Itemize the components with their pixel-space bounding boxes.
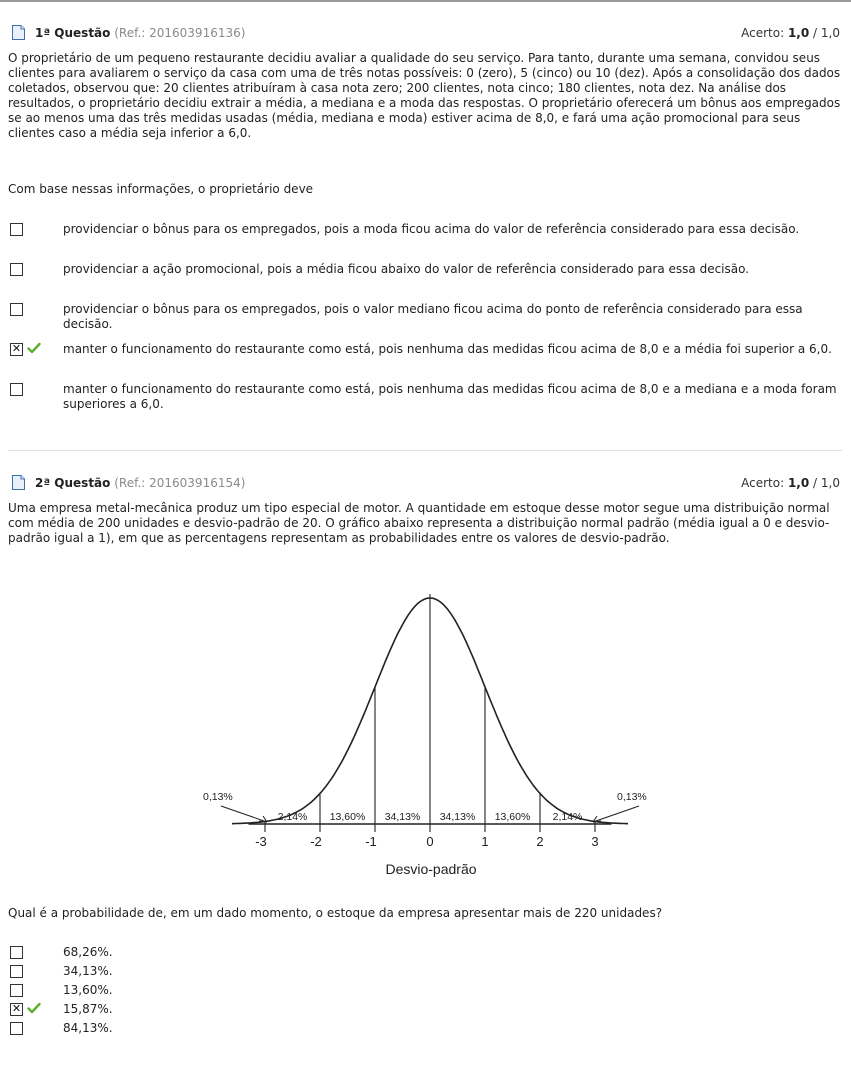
question-1-option-d[interactable] <box>8 342 842 374</box>
document-icon <box>12 475 25 490</box>
right-tail-arrowhead <box>593 816 601 822</box>
green-check-icon <box>27 342 41 354</box>
option-text: providenciar a ação promocional, pois a média ficou abaixo do valor de referência considerado para essa decisão. <box>63 262 750 276</box>
option-checkbox[interactable] <box>10 223 23 236</box>
score-value: 1,0 <box>787 26 810 40</box>
score-label: Acerto: <box>741 476 785 490</box>
score-value: 1,0 <box>787 476 810 490</box>
question-2-option-c[interactable] <box>8 983 842 999</box>
interval-percent-label: 34,13% <box>384 811 421 823</box>
x-tick-label: 2 <box>536 834 544 849</box>
option-checkbox[interactable] <box>10 383 23 396</box>
question-1-stem: O proprietário de um pequeno restaurante decidiu avaliar a qualidade do seu serviço. Para tanto, durante uma semana, convidou seus clientes para avaliarem o serviço da casa com uma de três notas possíveis: 0 (zero), 5 (cinco) ou 10 (dez). Após a consolidação dos dados coletados, observou que: 20 clientes atribuíram à casa nota zero; 200 clientes, nota cinco; 180 clientes, nota dez. Na análise dos resultados, o proprietário decidiu extrair a média, a mediana e a moda das respostas. O proprietário oferecerá um bônus aos empregados se ao menos uma das três medidas usadas (média, mediana e moda) estiver acima de 8,0, e fará uma ação promocional para seus clientes caso a média seja inferior a 6,0. <box>8 51 841 140</box>
option-checkbox[interactable] <box>10 1022 23 1035</box>
question-2-title <box>35 476 245 490</box>
question-1-option-a[interactable] <box>8 222 842 254</box>
option-checkbox[interactable] <box>10 965 23 978</box>
option-text: 34,13%. <box>63 964 113 978</box>
x-tick-label: 1 <box>481 834 489 849</box>
option-text: manter o funcionamento do restaurante como está, pois nenhuma das medidas ficou acima de 8,0 e a média foi superior a 6,0. <box>63 342 832 356</box>
option-text: manter o funcionamento do restaurante como está, pois nenhuma das medidas ficou acima de 8,0 e a mediana e a moda foram superiores a 6,0. <box>63 382 837 411</box>
question-number: 2ª Questão <box>35 476 111 490</box>
option-checkbox[interactable] <box>10 984 23 997</box>
question-1-option-b[interactable] <box>8 262 842 294</box>
green-check-icon <box>27 1002 41 1014</box>
x-tick-label: -1 <box>365 834 377 849</box>
score-max: / 1,0 <box>813 476 840 490</box>
right-tail-arrow <box>593 806 639 822</box>
question-1-title <box>35 26 245 40</box>
question-divider <box>8 450 842 451</box>
question-2-option-b[interactable] <box>8 964 842 980</box>
question-2-option-a[interactable] <box>8 945 842 961</box>
left-tail-label: 0,13% <box>203 791 233 803</box>
question-1-option-e[interactable] <box>8 382 842 414</box>
option-checkbox[interactable] <box>10 946 23 959</box>
top-divider <box>0 0 851 2</box>
option-text: 68,26%. <box>63 945 113 959</box>
right-tail-label: 0,13% <box>617 791 647 803</box>
question-1-score <box>741 26 840 40</box>
interval-percent-label: 2,14% <box>552 811 583 823</box>
question-1-header <box>8 24 840 42</box>
option-checkbox[interactable] <box>10 263 23 276</box>
option-checkbox-selected[interactable] <box>10 1003 23 1016</box>
interval-percent-label: 13,60% <box>329 811 366 823</box>
x-tick-label: 0 <box>426 834 434 849</box>
question-2-option-e[interactable] <box>8 1021 842 1037</box>
option-checkbox[interactable] <box>10 303 23 316</box>
question-2-stem: Uma empresa metal-mecânica produz um tipo especial de motor. A quantidade em estoque desse motor segue uma distribuição normal com média de 200 unidades e desvio-padrão de 20. O gráfico abaixo representa a distribuição normal padrão (média igual a 0 e desvio-padrão igual a 1), em que as percentagens representam as probabilidades entre os valores de desvio-padrão. <box>8 501 830 545</box>
left-tail-arrowhead <box>259 816 267 822</box>
x-tick-label: 3 <box>591 834 599 849</box>
option-text: 15,87%. <box>63 1002 113 1016</box>
normal-distribution-chart <box>190 584 660 890</box>
normal-distribution-svg <box>190 584 660 890</box>
score-label: Acerto: <box>741 26 785 40</box>
score-max: / 1,0 <box>813 26 840 40</box>
option-text: providenciar o bônus para os empregados, pois a moda ficou acima do valor de referência considerado para essa decisão. <box>63 222 800 236</box>
question-2-score <box>741 476 840 490</box>
question-2-option-d[interactable] <box>8 1002 842 1018</box>
interval-percent-label: 34,13% <box>439 811 476 823</box>
interval-percent-label: 2,14% <box>277 811 308 823</box>
x-axis-title: Desvio-padrão <box>385 861 477 877</box>
x-tick-label: -2 <box>310 834 322 849</box>
question-2-header <box>8 474 840 492</box>
question-ref: (Ref.: 201603916154) <box>114 476 246 490</box>
question-number: 1ª Questão <box>35 26 111 40</box>
question-2-prompt: Qual é a probabilidade de, em um dado momento, o estoque da empresa apresentar mais de 220 unidades? <box>8 906 663 920</box>
interval-percent-label: 13,60% <box>494 811 531 823</box>
option-text: 13,60%. <box>63 983 113 997</box>
question-1-option-c[interactable] <box>8 302 842 334</box>
question-1-prompt: Com base nessas informações, o proprietário deve <box>8 182 314 196</box>
question-ref: (Ref.: 201603916136) <box>114 26 246 40</box>
option-text: 84,13%. <box>63 1021 113 1035</box>
option-text: providenciar o bônus para os empregados, pois o valor mediano ficou acima do ponto de referência considerado para essa decisão. <box>63 302 803 331</box>
x-tick-label: -3 <box>255 834 267 849</box>
option-checkbox-selected[interactable] <box>10 343 23 356</box>
document-icon <box>12 25 25 40</box>
left-tail-arrow <box>221 806 267 822</box>
